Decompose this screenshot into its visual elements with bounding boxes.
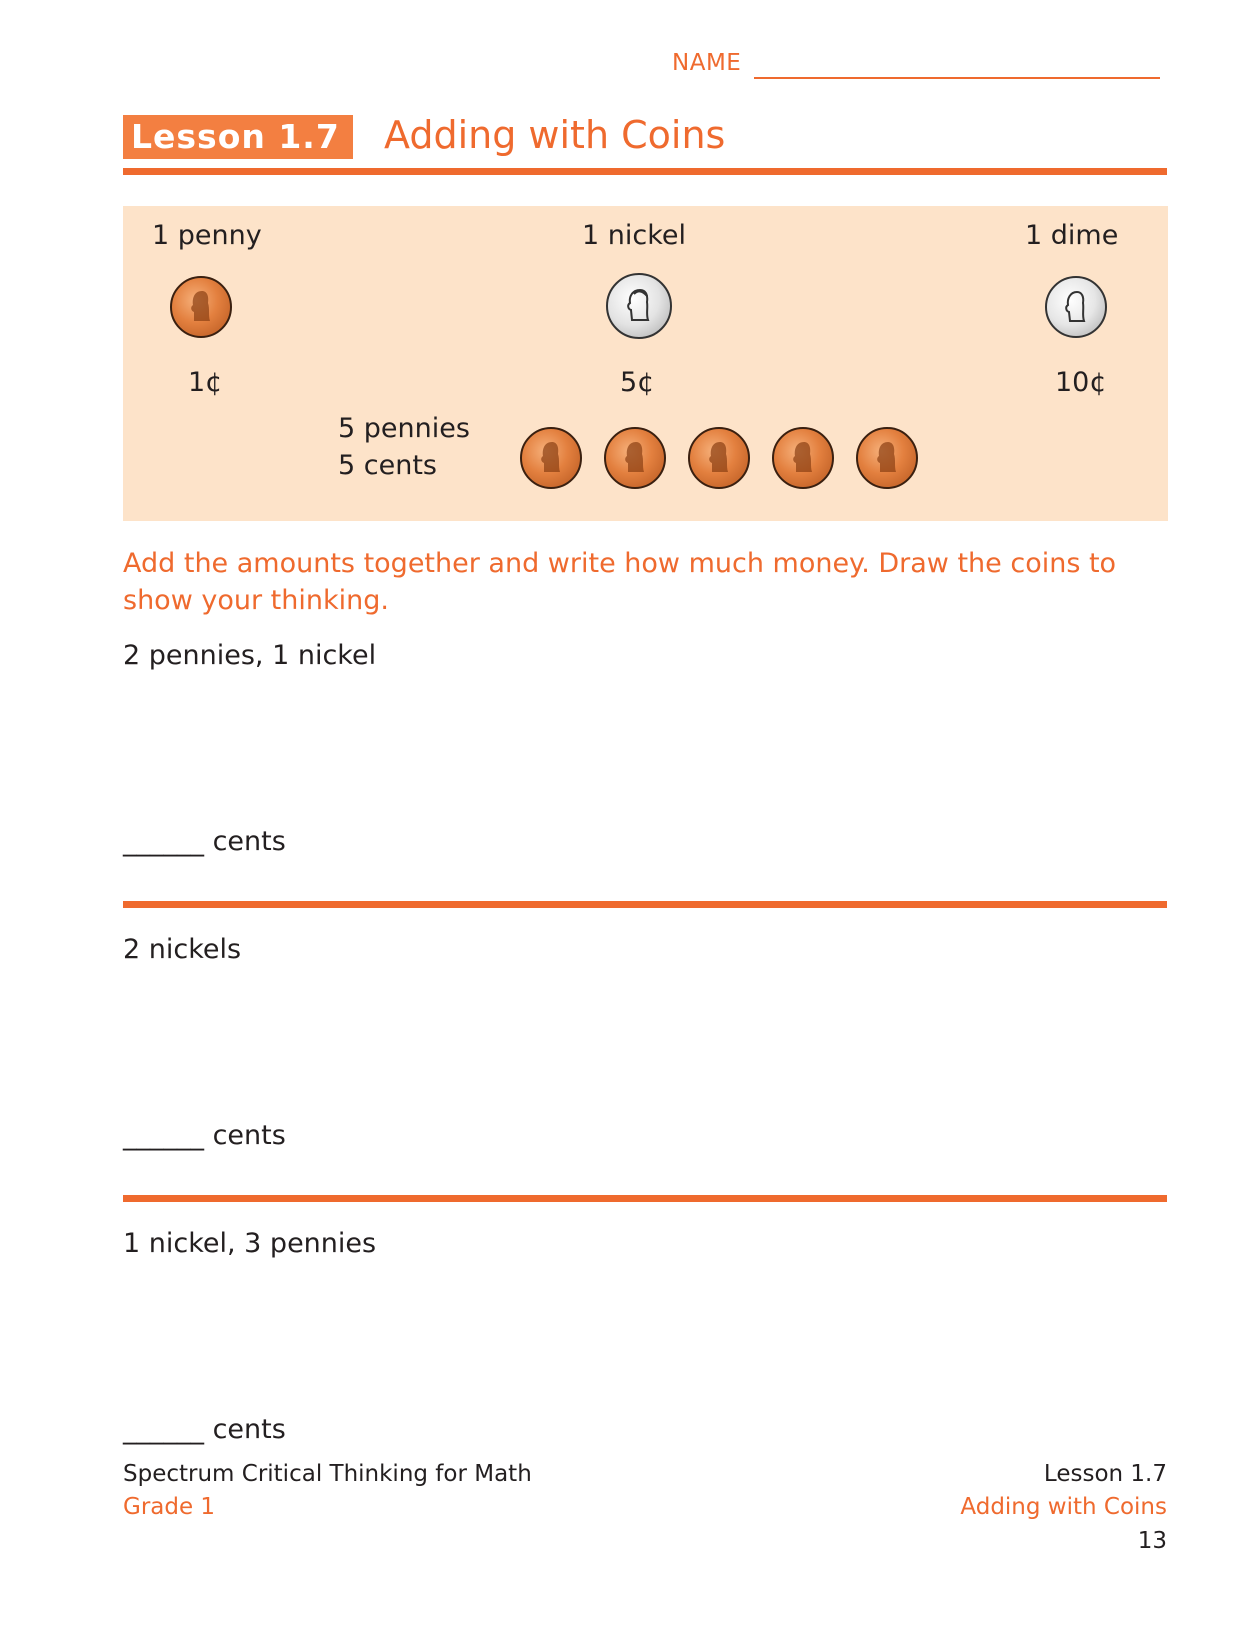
nickel-value: 5¢ xyxy=(620,367,655,398)
problem-1-work-area[interactable] xyxy=(123,690,1167,830)
problem-2-work-area[interactable] xyxy=(123,985,1167,1125)
problem-1-answer-blank[interactable]: ______ cents xyxy=(123,826,286,857)
header-rule xyxy=(123,168,1167,175)
dime-value: 10¢ xyxy=(1055,367,1107,398)
name-field-line[interactable] xyxy=(754,77,1160,79)
section-divider xyxy=(123,901,1167,908)
instructions: Add the amounts together and write how much money. Draw the coins to show your thinking. xyxy=(123,548,1117,616)
problem-3-work-area[interactable] xyxy=(123,1280,1167,1420)
lesson-badge: Lesson 1.7 xyxy=(123,115,353,159)
name-label: NAME xyxy=(672,50,742,76)
nickel-icon xyxy=(606,273,672,339)
footer-book-title: Spectrum Critical Thinking for Math xyxy=(123,1461,532,1487)
footer-lesson-title: Adding with Coins xyxy=(960,1494,1167,1520)
dime-label: 1 dime xyxy=(1025,220,1119,251)
penny-label: 1 penny xyxy=(152,220,262,251)
problem-3-prompt: 1 nickel, 3 pennies xyxy=(123,1228,377,1259)
penny-value: 1¢ xyxy=(188,367,223,398)
dime-icon xyxy=(1045,276,1107,338)
problem-2-prompt: 2 nickels xyxy=(123,934,242,965)
five-cents-label: 5 cents xyxy=(338,450,437,481)
footer-grade: Grade 1 xyxy=(123,1494,216,1520)
page-title: Adding with Coins xyxy=(384,113,726,157)
nickel-label: 1 nickel xyxy=(582,220,687,251)
five-pennies-row xyxy=(520,427,918,489)
penny-icon xyxy=(170,276,232,338)
penny-icon xyxy=(604,427,666,489)
problem-2-answer-blank[interactable]: ______ cents xyxy=(123,1120,286,1151)
problem-1-prompt: 2 pennies, 1 nickel xyxy=(123,640,377,671)
section-divider xyxy=(123,1195,1167,1202)
footer-lesson: Lesson 1.7 xyxy=(1043,1461,1167,1487)
page-number: 13 xyxy=(1137,1528,1167,1554)
five-pennies-label: 5 pennies xyxy=(338,413,470,444)
penny-icon xyxy=(520,427,582,489)
penny-icon xyxy=(772,427,834,489)
penny-icon xyxy=(688,427,750,489)
penny-icon xyxy=(856,427,918,489)
problem-3-answer-blank[interactable]: ______ cents xyxy=(123,1414,286,1445)
